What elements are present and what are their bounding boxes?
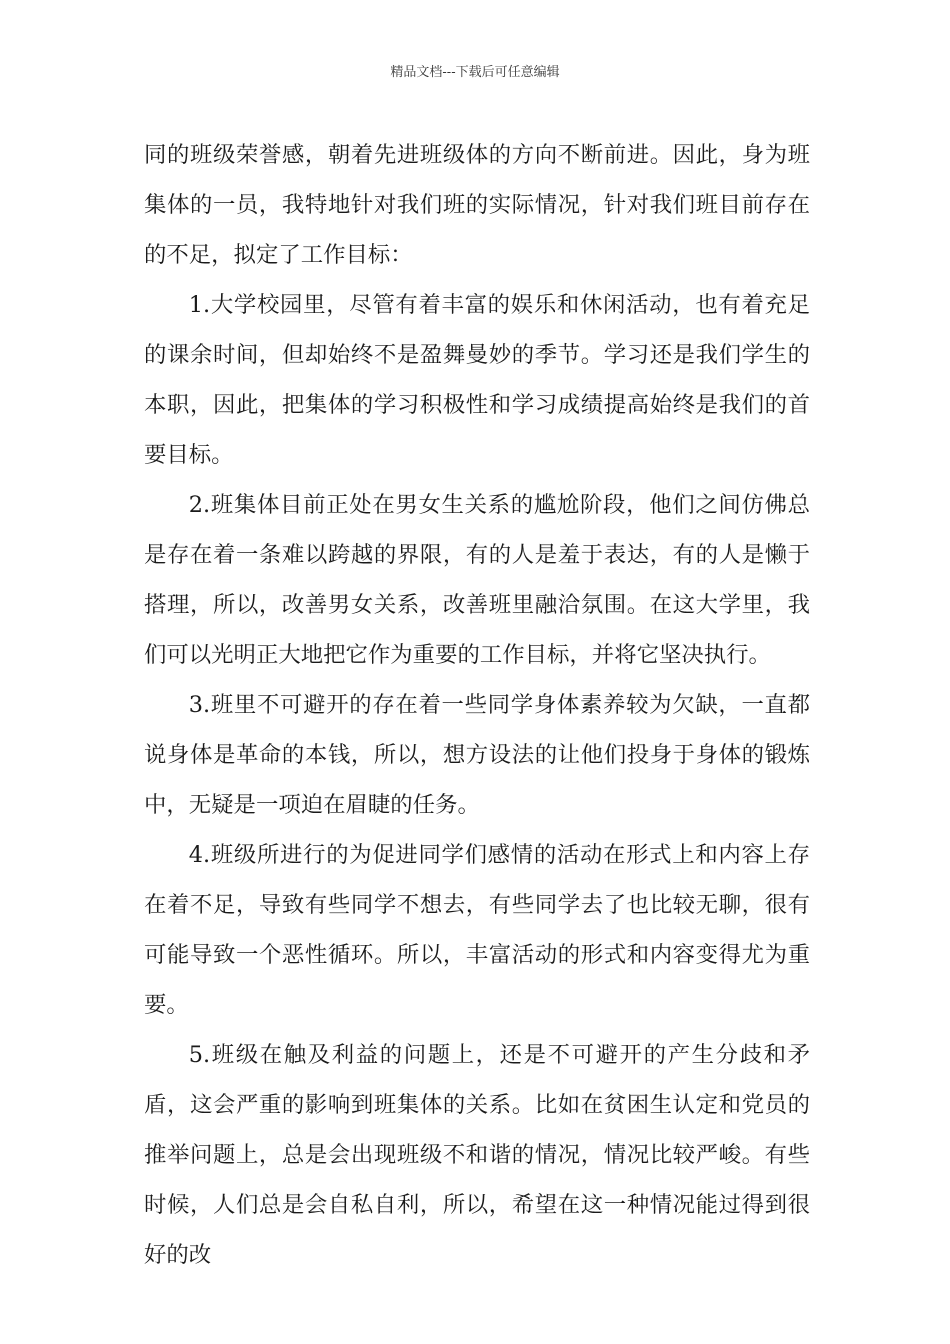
- paragraph-goal-2: 2.班集体目前正处在男女生关系的尴尬阶段，他们之间仿佛总是存在着一条难以跨越的界限，有的人是羞于表达，有的人是懒于搭理，所以，改善男女关系，改善班里融洽氛围。在这大学里，我们可以光明正大地把它作为重要的工作目标，并将它坚决执行。: [144, 492, 810, 668]
- paragraph-goal-3: 3.班里不可避开的存在着一些同学身体素养较为欠缺，一直都说身体是革命的本钱，所以，想方设法的让他们投身于身体的锻炼中，无疑是一项迫在眉睫的任务。: [144, 692, 810, 818]
- paragraph-goal-4: 4.班级所进行的为促进同学们感情的活动在形式上和内容上存在着不足，导致有些同学不想去，有些同学去了也比较无聊，很有可能导致一个恶性循环。所以，丰富活动的形式和内容变得尤为重要。: [144, 842, 810, 1018]
- paragraph-goal-1: 1.大学校园里，尽管有着丰富的娱乐和休闲活动，也有着充足的课余时间，但却始终不是盈舞曼妙的季节。学习还是我们学生的本职，因此，把集体的学习积极性和学习成绩提高始终是我们的首要目标。: [144, 292, 810, 468]
- page-header: 精品文档---下载后可任意编辑: [390, 65, 560, 80]
- paragraph-goal-5: 5.班级在触及利益的问题上，还是不可避开的产生分歧和矛盾，这会严重的影响到班集体的关系。比如在贫困生认定和党员的推举问题上，总是会出现班级不和谐的情况，情况比较严峻。有些时候，人们总是会自私自利，所以，希望在这一种情况能过得到很好的改: [144, 1042, 810, 1268]
- document-body: [144, 130, 810, 1280]
- paragraph-intro-continued: 同的班级荣誉感，朝着先进班级体的方向不断前进。因此，身为班集体的一员，我特地针对我们班的实际情况，针对我们班目前存在的不足，拟定了工作目标：: [144, 142, 810, 268]
